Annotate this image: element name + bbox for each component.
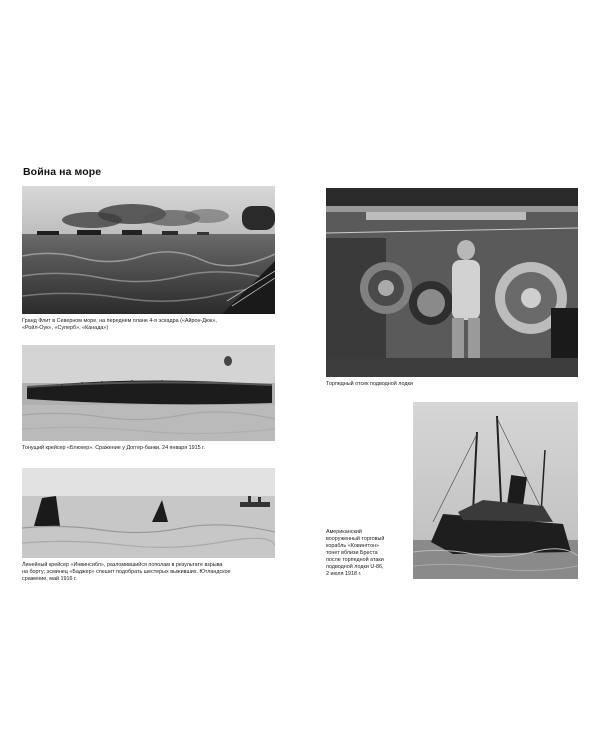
caption-line: на борту; эсминец «Баджер» спешит подобрать шестерых выживших. Ютландское	[22, 569, 231, 575]
caption-line: корабль «Ковингтон»	[326, 543, 380, 549]
caption-covington	[326, 529, 410, 578]
caption-line: Гранд Флит в Северном море, на переднем плане 4-я эскадра («Айрон-Дюк»,	[22, 318, 217, 324]
caption-line: «Ройл-Оук», «Суперб», «Канада»)	[22, 325, 109, 331]
caption-bluecher	[22, 445, 282, 452]
caption-invincible	[22, 562, 282, 583]
caption-line: тонет вблизи Бреста	[326, 550, 378, 556]
page-title: Война на море	[23, 166, 102, 178]
caption-line: Линейный крейсер «Инвинсибл», разломившийся пополам в результате взрыва	[22, 562, 223, 568]
photo-bluecher	[22, 345, 275, 441]
caption-torpedo-room	[326, 381, 578, 388]
caption-line: 2 июля 1918 г.	[326, 571, 362, 577]
caption-line: после торпедной атаки	[326, 557, 384, 563]
photo-invincible	[22, 468, 275, 558]
caption-line: вооруженный торговый	[326, 536, 385, 542]
caption-grand-fleet	[22, 318, 282, 332]
photo-grand-fleet	[22, 186, 275, 314]
caption-line: Американский	[326, 529, 362, 535]
caption-line: сражение, май 1916 г.	[22, 576, 77, 582]
caption-line: подводной лодки U-86,	[326, 564, 384, 570]
photo-covington	[413, 402, 578, 579]
caption-line: Тонущий крейсер «Блюхер». Сражение у Доггер-банки, 24 января 1915 г.	[22, 445, 205, 451]
caption-line: Торпедный отсек подводной лодки	[326, 381, 413, 387]
photo-torpedo-room	[326, 188, 578, 377]
